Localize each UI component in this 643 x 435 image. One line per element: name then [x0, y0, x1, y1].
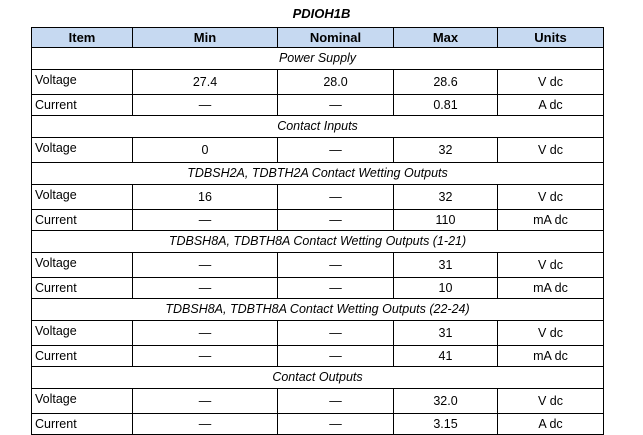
cell-nominal: — [278, 138, 394, 163]
cell-max: 3.15 [394, 414, 498, 435]
section-title: Contact Inputs [32, 116, 604, 138]
cell-units: V dc [498, 185, 604, 210]
cell-units: mA dc [498, 278, 604, 299]
cell-nominal: — [278, 253, 394, 278]
cell-min: — [133, 210, 278, 231]
table-row [32, 70, 604, 95]
table-row [32, 389, 604, 414]
cell-nominal: — [278, 95, 394, 116]
cell-item: Current [32, 414, 133, 435]
cell-nominal: — [278, 389, 394, 414]
cell-max: 10 [394, 278, 498, 299]
cell-item: Voltage [32, 321, 133, 346]
cell-max: 0.81 [394, 95, 498, 116]
cell-item: Current [32, 278, 133, 299]
cell-max: 32 [394, 138, 498, 163]
table-title: PDIOH1B [292, 6, 351, 21]
cell-item: Current [32, 346, 133, 367]
cell-units: V dc [498, 389, 604, 414]
cell-min: — [133, 278, 278, 299]
table-row [32, 346, 604, 367]
section-row [32, 116, 604, 138]
specification-table [31, 27, 604, 435]
cell-max: 31 [394, 253, 498, 278]
column-header-nominal: Nominal [278, 28, 394, 48]
cell-max: 32.0 [394, 389, 498, 414]
section-title: TDBSH2A, TDBTH2A Contact Wetting Outputs [32, 163, 604, 185]
table-row [32, 95, 604, 116]
table-body [32, 48, 604, 435]
table-row [32, 138, 604, 163]
section-row [32, 163, 604, 185]
cell-min: — [133, 346, 278, 367]
cell-item: Voltage [32, 70, 133, 95]
cell-nominal: — [278, 278, 394, 299]
cell-nominal: — [278, 321, 394, 346]
cell-nominal: — [278, 346, 394, 367]
cell-max: 28.6 [394, 70, 498, 95]
cell-max: 31 [394, 321, 498, 346]
cell-min: — [133, 414, 278, 435]
table-row [32, 414, 604, 435]
section-row [32, 231, 604, 253]
cell-units: V dc [498, 138, 604, 163]
cell-min: — [133, 389, 278, 414]
section-row [32, 367, 604, 389]
cell-units: A dc [498, 414, 604, 435]
column-header-units: Units [498, 28, 604, 48]
section-row [32, 299, 604, 321]
section-title: TDBSH8A, TDBTH8A Contact Wetting Outputs (1-21) [32, 231, 604, 253]
cell-min: 27.4 [133, 70, 278, 95]
cell-item: Voltage [32, 389, 133, 414]
table-row [32, 210, 604, 231]
cell-nominal: 28.0 [278, 70, 394, 95]
section-title: Contact Outputs [32, 367, 604, 389]
table-row [32, 321, 604, 346]
column-header-item: Item [32, 28, 133, 48]
cell-item: Current [32, 95, 133, 116]
table-header [32, 28, 604, 48]
section-title: Power Supply [32, 48, 604, 70]
cell-min: 0 [133, 138, 278, 163]
cell-min: 16 [133, 185, 278, 210]
header-row [32, 28, 604, 48]
cell-item: Voltage [32, 253, 133, 278]
cell-max: 41 [394, 346, 498, 367]
table-row [32, 253, 604, 278]
cell-max: 110 [394, 210, 498, 231]
cell-units: V dc [498, 253, 604, 278]
cell-nominal: — [278, 185, 394, 210]
cell-units: V dc [498, 321, 604, 346]
cell-units: V dc [498, 70, 604, 95]
cell-max: 32 [394, 185, 498, 210]
cell-nominal: — [278, 414, 394, 435]
section-row [32, 48, 604, 70]
cell-item: Voltage [32, 185, 133, 210]
cell-min: — [133, 253, 278, 278]
table-row [32, 185, 604, 210]
cell-nominal: — [278, 210, 394, 231]
cell-item: Voltage [32, 138, 133, 163]
column-header-max: Max [394, 28, 498, 48]
cell-units: A dc [498, 95, 604, 116]
cell-units: mA dc [498, 210, 604, 231]
column-header-min: Min [133, 28, 278, 48]
table-row [32, 278, 604, 299]
section-title: TDBSH8A, TDBTH8A Contact Wetting Outputs (22-24) [32, 299, 604, 321]
cell-min: — [133, 321, 278, 346]
cell-min: — [133, 95, 278, 116]
cell-units: mA dc [498, 346, 604, 367]
cell-item: Current [32, 210, 133, 231]
